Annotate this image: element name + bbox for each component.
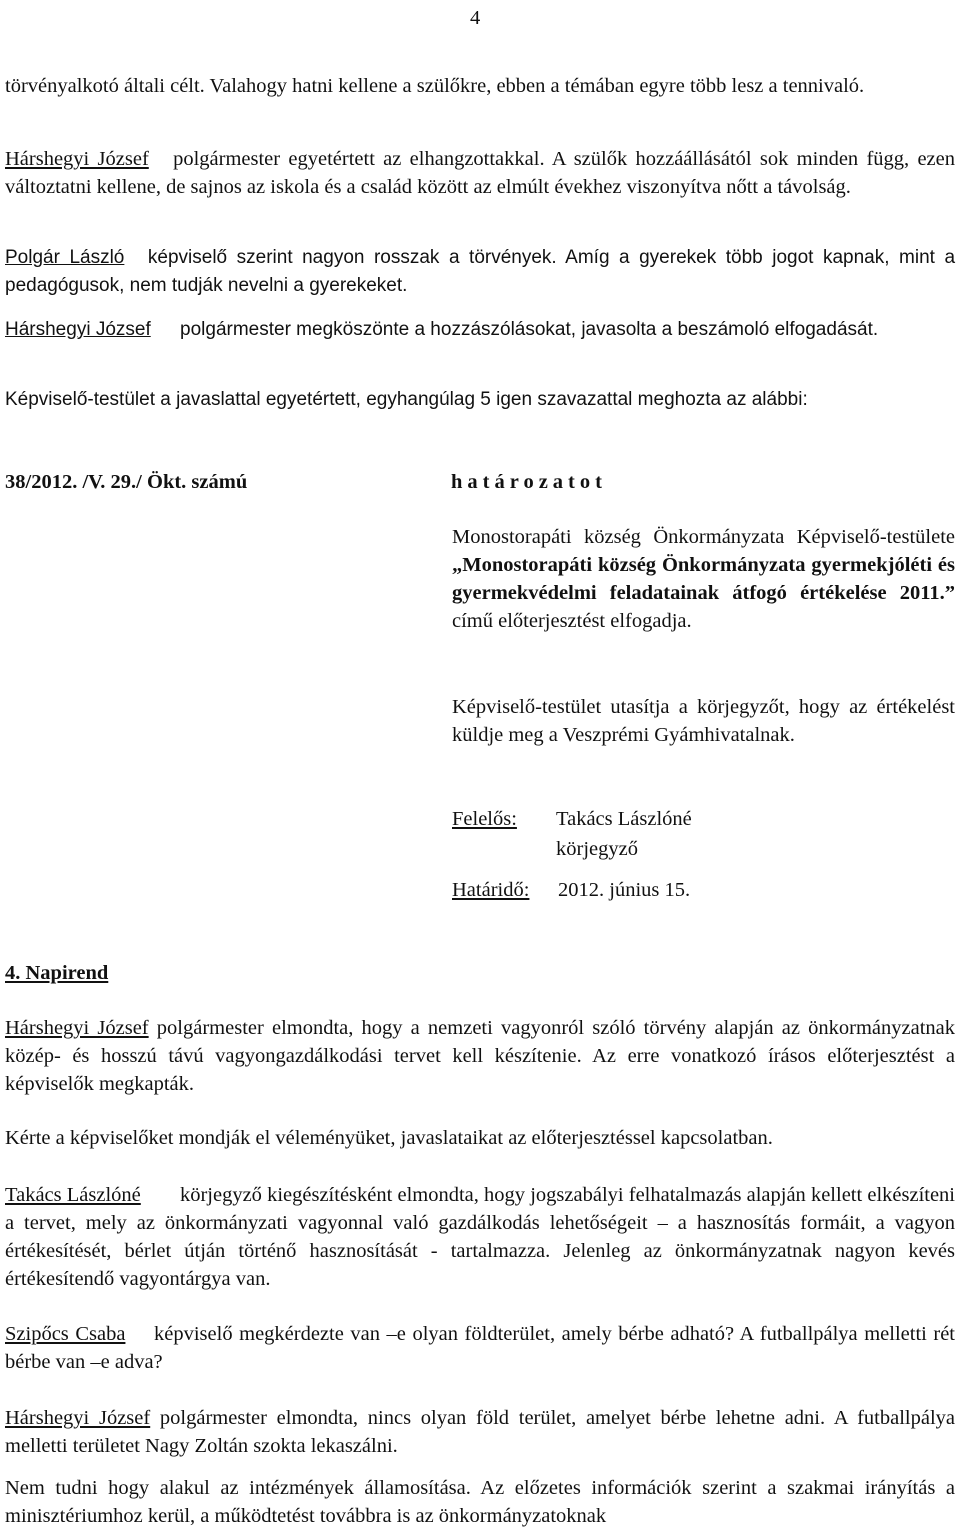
deadline-label: Határidő:	[452, 879, 530, 901]
paragraph-text: körjegyző kiegészítésként elmondta, hogy jogszabályi felhatalmazás alapján kellett elkészíteni a tervet, mely az önkormányzati vagyonnal való gazdálkodás lehetőségeit – a hasznosítás formáit, a vagyon értékesítését, bérlet útján történő hasznosítását - tartalmazza. Jelenleg az önkormányzatnak nagyon kevés értékesítendő vagyontárgya van.	[5, 1184, 956, 1290]
paragraph-text: polgármester elmondta, nincs olyan föld terület, amelyet bérbe lehetne adni. A futballpálya melletti területet Nagy Zoltán szokta lekaszálni.	[5, 1407, 955, 1457]
agenda-heading: 4. Napirend	[5, 962, 109, 984]
paragraph-text: Kérte a képviselőket mondják el véleményüket, javaslataikat az előterjesztéssel kapcsolatban.	[5, 1127, 773, 1149]
deadline-value: 2012. június 15.	[558, 879, 691, 901]
speaker-name: Takács Lászlóné	[5, 1184, 141, 1206]
agenda-paragraph	[5, 1014, 955, 1098]
paragraph-text: Képviselő-testület a javaslattal egyetértett, egyhangúlag 5 igen szavazattal meghozta az alábbi:	[5, 389, 808, 410]
paragraph-text: képviselő szerint nagyon rosszak a törvények. Amíg a gyerekek több jogot kapnak, mint a pedagógusok, nem tudják nevelni a gyerekeket.	[5, 247, 956, 296]
resolution-title: határozatot	[451, 471, 607, 493]
responsible-label: Felelős:	[452, 808, 517, 830]
responsible-title: körjegyző	[556, 838, 638, 860]
agenda-paragraph	[5, 1320, 955, 1376]
agenda-paragraph	[5, 1124, 955, 1152]
paragraph-text: képviselő megkérdezte van –e olyan földterület, amely bérbe adható? A futballpálya melletti rét bérbe van –e adva?	[5, 1323, 956, 1373]
deadline-row	[452, 876, 691, 904]
speaker-name: Polgár László	[5, 247, 125, 268]
speaker-name: Hárshegyi József	[5, 319, 151, 340]
page-number: 4	[470, 7, 481, 29]
responsible-name: Takács Lászlóné	[556, 808, 692, 830]
resolution-instruction-text: Képviselő-testület utasítja a körjegyzőt, hogy az értékelést küldje meg a Veszprémi Gyámhivatalnak.	[452, 696, 955, 746]
paragraph-text: polgármester megköszönte a hozzászólásokat, javasolta a beszámoló elfogadását.	[180, 319, 879, 340]
paragraph-speaker-statement	[5, 145, 955, 201]
paragraph-text: polgármester egyetértett az elhangzottakkal. A szülők hozzáállásától sok minden függ, ezen változtatni kellene, de sajnos az iskola és a család között az elmúlt évekhez viszonyítva nőtt a távolság.	[5, 148, 955, 198]
resolution-body	[452, 523, 955, 635]
resolution-body-title: „Monostorapáti község Önkormányzata gyermekjóléti és gyermekvédelmi feladatainak átfogó értékelése 2011.”	[452, 554, 955, 604]
speaker-name: Hárshegyi József	[5, 148, 149, 170]
agenda-paragraph	[5, 1404, 955, 1460]
resolution-body-end: című előterjesztést elfogadja.	[452, 610, 692, 632]
agenda-paragraph	[5, 1181, 955, 1293]
paragraph-speaker-statement	[5, 244, 955, 300]
paragraph-text: törvényalkotó általi célt. Valahogy hatni kellene a szülőkre, ebben a témában egyre több lesz a tennivaló.	[5, 75, 865, 97]
resolution-instruction	[452, 693, 955, 749]
paragraph-text: Nem tudni hogy alakul az intézmények államosítása. Az előzetes információk szerint a szakmai irányítás a minisztériumhoz kerül, a működtetést továbbra is az önkormányzatoknak	[5, 1477, 955, 1527]
speaker-name: Hárshegyi József	[5, 1017, 149, 1039]
paragraph-text: polgármester elmondta, hogy a nemzeti vagyonról szóló törvény alapján az önkormányzatnak közép- és hosszú távú vagyongazdálkodási tervet kell készítenie. Az erre vonatkozó írásos előterjesztést a képviselők megkapták.	[5, 1017, 956, 1095]
resolution-body-intro: Monostorapáti község Önkormányzata Képviselő-testülete	[452, 526, 955, 548]
speaker-name: Szipőcs Csaba	[5, 1323, 126, 1345]
paragraph-vote	[5, 386, 955, 414]
responsible-row	[452, 805, 692, 833]
speaker-name: Hárshegyi József	[5, 1407, 151, 1429]
agenda-paragraph	[5, 1474, 955, 1530]
paragraph-speaker-statement	[5, 316, 955, 344]
resolution-number: 38/2012. /V. 29./ Ökt. számú	[5, 471, 248, 493]
paragraph-continuation	[5, 72, 955, 100]
